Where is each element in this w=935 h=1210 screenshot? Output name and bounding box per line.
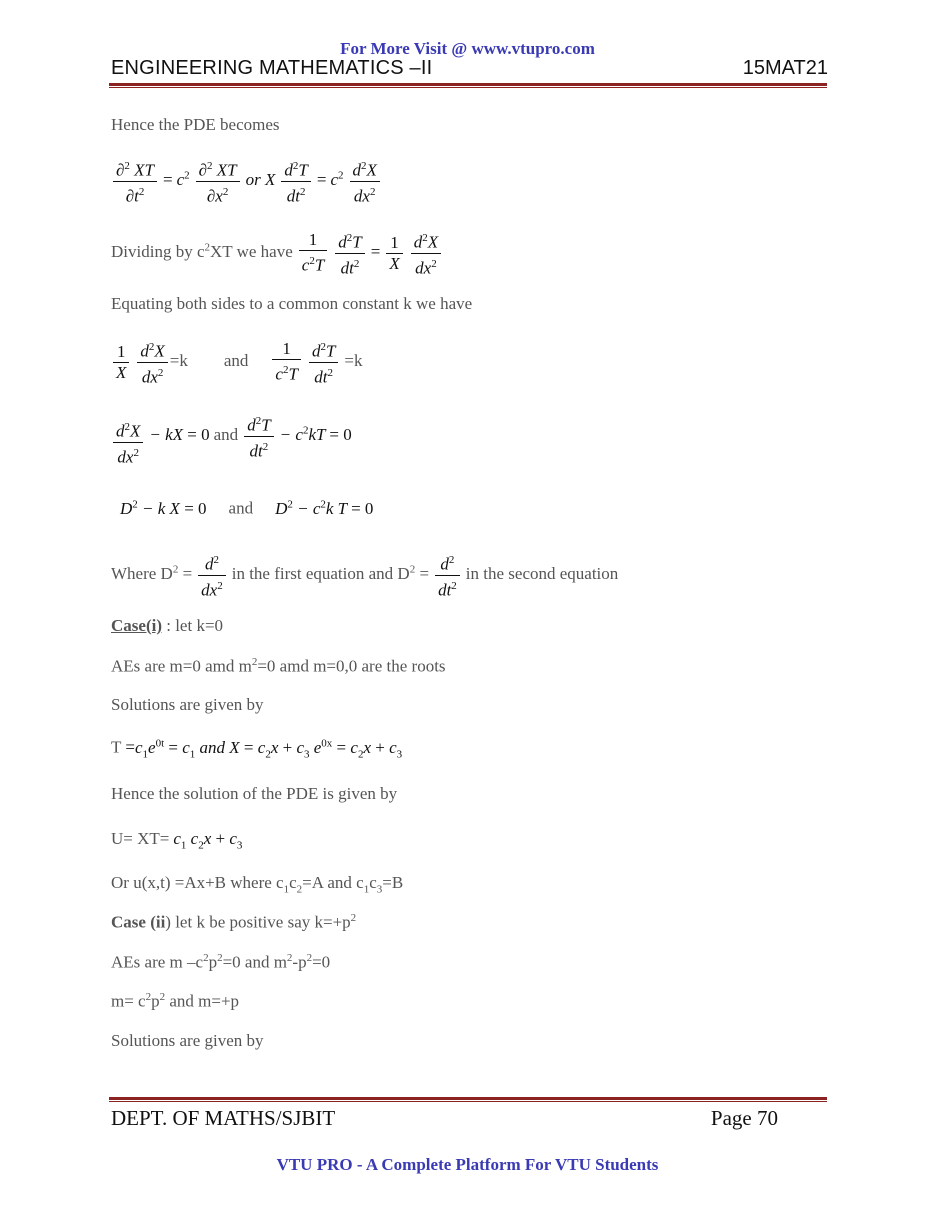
header-code: 15MAT21 bbox=[742, 57, 828, 79]
case-ii-heading: Case (ii) let k be positive say $k=+p^2$ bbox=[111, 912, 357, 932]
equation-u-xt: $U= XT= c_1$ $c_2x + c_3$ bbox=[111, 829, 243, 852]
text-or-uxt: Or u(x,t) =Ax+B where $c_1c_2=A$ and $c_1c_3=B$ bbox=[111, 873, 404, 896]
text-solutions-1: Solutions are given by bbox=[111, 695, 264, 714]
equation-operator-form: $D^2 - k$ X = 0 and $D^2 - c^2k$ T = 0 bbox=[120, 498, 374, 518]
footer-rule bbox=[109, 1097, 827, 1100]
visit-banner: For More Visit @ www.vtupro.com bbox=[340, 39, 595, 58]
equation-constant-k: $\frac{1}{X}$ $\frac{d^2X}{dx^2}$ =k and $\frac{1}{c^2T}$ $\frac{d^2T}{dt^2}$ =k bbox=[111, 337, 363, 387]
text-pde-becomes: Hence the PDE becomes bbox=[111, 115, 280, 134]
platform-banner: VTU PRO - A Complete Platform For VTU Students bbox=[276, 1155, 659, 1174]
text-where-d2: Where $D^2$ = $\frac{d^2}{dx^2}$ in the first equation and $D^2$ = $\frac{d^2}{dt^2}$ in the second equation bbox=[111, 550, 618, 600]
equation-dividing: Dividing by $c^2XT$ we have $\frac{1}{c^2T}$ $\frac{d^2T}{dt^2}$ = $\frac{1}{X}$ $\frac{d^2X}{dx^2}$ bbox=[111, 228, 443, 278]
equation-case1-solutions: $T =c_1e^{0t} = c_1$ and $X = c_2x + c_3$ $e^{0x} = c_2x + c_3$ bbox=[111, 737, 403, 761]
text-equating: Equating both sides to a common constant k we have bbox=[111, 294, 473, 313]
text-aes-case1: AEs are m=0 amd $m^2=0$ amd m=0,0 are the roots bbox=[111, 656, 446, 676]
footer-rule-thin bbox=[109, 1101, 827, 1102]
footer-dept: DEPT. OF MATHS/SJBIT bbox=[111, 1106, 336, 1130]
header-title: ENGINEERING MATHEMATICS –II bbox=[111, 57, 433, 79]
text-aes-case2: AEs are m $-c^2p^2=0$ and $m^2-p^2=0$ bbox=[111, 952, 331, 972]
equation-odes: $\frac{d^2X}{dx^2}$ − kX = 0 and $\frac{d^2T}{dt^2}$ − $c^2kT = 0$ bbox=[111, 405, 352, 467]
case-i-heading: Case(i) : let k=0 bbox=[111, 616, 224, 635]
equation-wave-separated: $\frac{\partial^2 XT}{\partial t^2}$ = $c^2$ $\frac{\partial^2 XT}{\partial x^2}$ or X $\frac{d^2T}{dt^2}$ = $c^2$ $\frac{d^2X}{dx^2}$ bbox=[111, 156, 382, 206]
text-hence-solution: Hence the solution of the PDE is given by bbox=[111, 784, 398, 803]
header-rule-thin bbox=[109, 87, 827, 88]
text-solutions-2: Solutions are given by bbox=[111, 1031, 264, 1050]
text-m-roots: $m= c^2p^2$ and m=+p bbox=[111, 991, 240, 1011]
header-rule bbox=[109, 83, 827, 86]
footer-page-number: Page 70 bbox=[710, 1106, 778, 1130]
